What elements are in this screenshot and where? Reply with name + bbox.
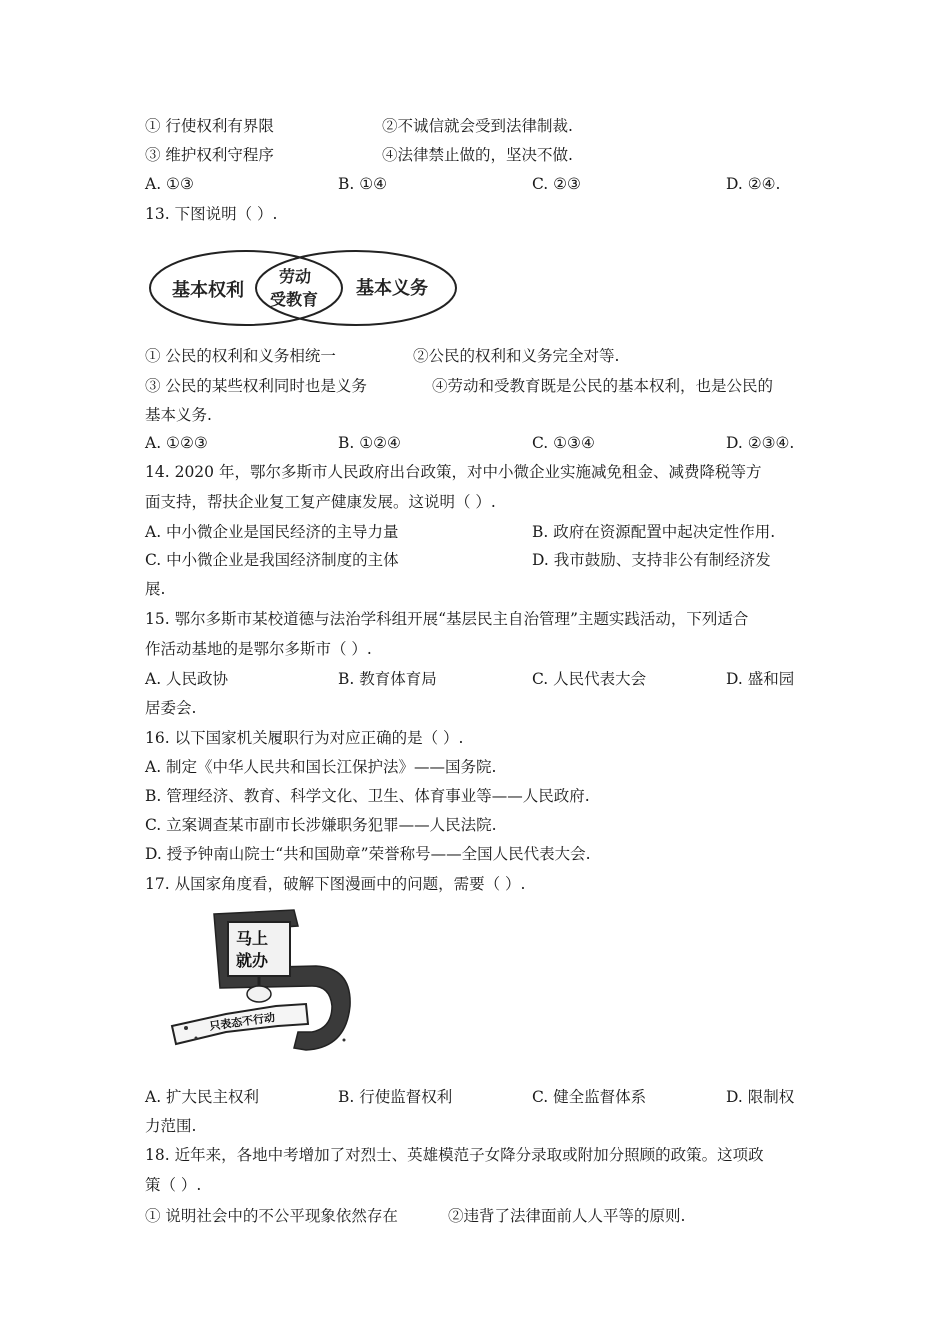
option-d: D. ②③④. — [726, 434, 795, 452]
option-c: C. 健全监督体系 — [532, 1088, 647, 1106]
option-d: D. 授予钟南山院士“共和国勋章”荣誉称号——全国人民代表大会. — [145, 845, 591, 863]
statement-2: ②不诚信就会受到法律制裁. — [382, 117, 573, 135]
option-d: D. 我市鼓励、支持非公有制经济发 — [532, 551, 771, 569]
option-d-continued: 居委会. — [145, 699, 197, 717]
question-17-stem: 17. 从国家角度看，破解下图漫画中的问题，需要（ ）. — [145, 875, 526, 893]
option-b: B. 教育体育局 — [338, 670, 437, 688]
option-b: B. 政府在资源配置中起决定性作用. — [532, 523, 776, 541]
statement-1: ① 行使权利有界限 — [145, 117, 274, 135]
venn-left-label: 基本权利 — [172, 280, 244, 301]
option-a: A. 中小微企业是国民经济的主导力量 — [145, 523, 399, 541]
option-d-continued: 展. — [145, 580, 166, 598]
question-16-stem: 16. 以下国家机关履职行为对应正确的是（ ）. — [145, 729, 464, 747]
statement-2: ②公民的权利和义务完全对等. — [413, 347, 620, 365]
question-13-stem: 13. 下图说明（ ）. — [145, 205, 278, 223]
sign-text-line-1: 马上 — [236, 929, 269, 948]
statement-3: ③ 公民的某些权利同时也是义务 — [145, 377, 367, 395]
statement-1: ① 公民的权利和义务相统一 — [145, 347, 336, 365]
option-d: D. ②④. — [726, 175, 781, 193]
option-b: B. ①②④ — [338, 434, 401, 452]
question-18-stem: 18. 近年来，各地中考增加了对烈士、英雄模范子女降分录取或附加分照顾的政策。这项政 — [145, 1146, 764, 1164]
option-b: B. ①④ — [338, 175, 388, 193]
question-14-stem: 14. 2020 年，鄂尔多斯市人民政府出台政策，对中小微企业实施减免租金、减费降税等方 — [145, 463, 762, 481]
statement-4: ④法律禁止做的，坚决不做. — [382, 146, 573, 164]
option-b: B. 管理经济、教育、科学文化、卫生、体育事业等——人民政府. — [145, 787, 590, 805]
statement-3: ③ 维护权利守程序 — [145, 146, 274, 164]
cartoon-illustration — [166, 908, 362, 1058]
venn-right-label: 基本义务 — [356, 278, 428, 299]
sign-text-line-2: 就办 — [236, 951, 269, 970]
option-d: D. 限制权 — [726, 1088, 795, 1106]
statement-4: ④劳动和受教育既是公民的基本权利，也是公民的 — [432, 377, 774, 395]
statement-4-continued: 基本义务. — [145, 406, 212, 424]
option-a: A. ①③ — [145, 175, 194, 193]
banner-text: 只表态不行动 — [208, 1010, 276, 1033]
option-a: A. ①②③ — [145, 434, 208, 452]
question-14-stem-continued: 面支持，帮扶企业复工复产健康发展。这说明（ ）. — [145, 493, 496, 511]
option-d: D. 盛和园 — [726, 670, 795, 688]
option-d-continued: 力范围. — [145, 1117, 197, 1135]
option-a: A. 人民政协 — [145, 670, 229, 688]
option-b: B. 行使监督权利 — [338, 1088, 453, 1106]
option-c: C. ①③④ — [532, 434, 595, 452]
question-15-stem-continued: 作活动基地的是鄂尔多斯市（ ）. — [145, 640, 372, 658]
statement-2: ②违背了法律面前人人平等的原则. — [448, 1207, 686, 1225]
venn-diagram — [146, 245, 466, 335]
question-18-stem-continued: 策（ ）. — [145, 1176, 202, 1194]
option-a: A. 制定《中华人民共和国长江保护法》——国务院. — [145, 758, 497, 776]
option-a: A. 扩大民主权利 — [145, 1088, 260, 1106]
question-15-stem: 15. 鄂尔多斯市某校道德与法治学科组开展“基层民主自治管理”主题实践活动，下列适合 — [145, 610, 749, 628]
venn-middle-label-2: 受教育 — [270, 290, 319, 309]
option-c: C. 中小微企业是我国经济制度的主体 — [145, 551, 399, 569]
statement-1: ① 说明社会中的不公平现象依然存在 — [145, 1207, 398, 1225]
venn-middle-label-1: 劳动 — [279, 267, 312, 286]
option-c: C. ②③ — [532, 175, 581, 193]
option-c: C. 人民代表大会 — [532, 670, 647, 688]
option-c: C. 立案调查某市副市长涉嫌职务犯罪——人民法院. — [145, 816, 497, 834]
